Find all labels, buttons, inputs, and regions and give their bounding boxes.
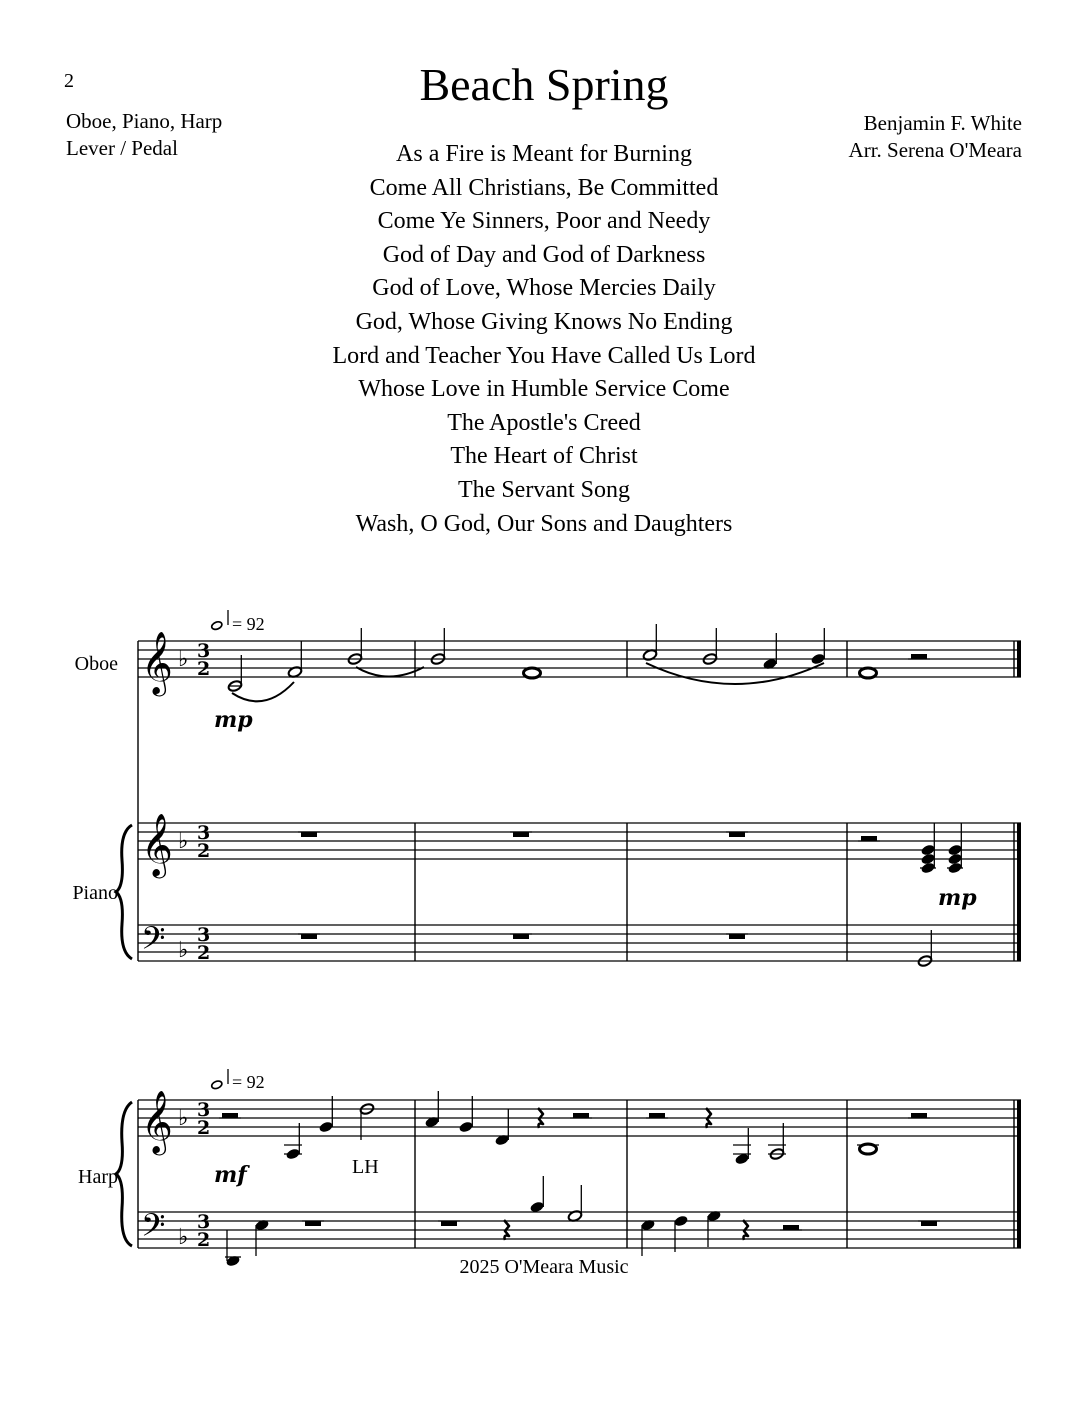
arranger: Arr. Serena O'Meara xyxy=(848,138,1022,162)
oboe-measure-3 xyxy=(642,624,825,684)
flat-icon: ♭ xyxy=(178,938,189,963)
time-signature-bottom: 2 xyxy=(197,840,211,862)
copyright-footer: 2025 O'Meara Music xyxy=(459,1256,629,1278)
hymn-title: Come All Christians, Be Committed xyxy=(369,174,719,201)
hymn-title: Whose Love in Humble Service Come xyxy=(358,376,730,403)
oboe-measure-1 xyxy=(214,628,424,733)
bass-clef-icon: 𝄢 xyxy=(141,920,166,964)
piano-measure-4 xyxy=(858,823,977,967)
flat-icon: ♭ xyxy=(178,1225,189,1250)
time-signature-top: 3 xyxy=(197,1099,211,1121)
treble-clef-icon: 𝄞 xyxy=(141,813,173,876)
dynamic-marking: mp xyxy=(214,707,253,733)
harp-measure-3 xyxy=(640,1108,802,1256)
instrument-label-piano: Piano xyxy=(72,882,118,904)
hymn-title: The Apostle's Creed xyxy=(447,409,641,436)
hymn-title: The Servant Song xyxy=(458,476,630,503)
tempo-value: = 92 xyxy=(232,614,265,634)
time-signature-bottom: 2 xyxy=(197,1229,211,1251)
page-number: 2 xyxy=(64,70,74,92)
dynamic-marking: mf xyxy=(214,1162,247,1188)
treble-clef-icon: 𝄞 xyxy=(141,1090,173,1153)
dynamic-marking: mp xyxy=(938,885,977,911)
brace-icon xyxy=(116,1102,132,1246)
tempo-marking xyxy=(211,610,265,634)
time-signature-top: 3 xyxy=(197,640,211,662)
harp-staff xyxy=(78,1069,1021,1267)
oboe-staff xyxy=(75,610,1021,733)
instrumentation-line: Oboe, Piano, Harp xyxy=(66,109,223,133)
time-signature-top: 3 xyxy=(197,822,211,844)
composer: Benjamin F. White xyxy=(863,111,1022,135)
flat-icon: ♭ xyxy=(178,829,189,854)
hymn-title: Wash, O God, Our Sons and Daughters xyxy=(355,510,733,537)
hymn-title: God, Whose Giving Knows No Ending xyxy=(355,308,733,335)
time-signature-bottom: 2 xyxy=(197,1117,211,1139)
oboe-measure-4 xyxy=(860,654,931,678)
oboe-measure-2 xyxy=(430,628,540,678)
instrumentation-line: Lever / Pedal xyxy=(66,136,178,160)
hymn-title: Come Ye Sinners, Poor and Needy xyxy=(377,208,711,235)
piano-staff xyxy=(72,813,1021,967)
hymn-title: God of Day and God of Darkness xyxy=(382,241,706,268)
harp-measure-4 xyxy=(857,1113,940,1226)
instrument-label-oboe: Oboe xyxy=(74,653,118,675)
treble-clef-icon: 𝄞 xyxy=(141,631,173,694)
brace-icon xyxy=(116,825,132,959)
time-signature-bottom: 2 xyxy=(197,658,211,680)
hymn-title: The Heart of Christ xyxy=(450,443,638,470)
flat-icon: ♭ xyxy=(178,1106,189,1131)
left-hand-annotation: LH xyxy=(352,1156,379,1178)
harp-measure-1 xyxy=(214,1096,379,1267)
bass-clef-icon: 𝄢 xyxy=(141,1207,166,1251)
time-signature-top: 3 xyxy=(197,1211,211,1233)
tempo-value: = 92 xyxy=(232,1072,265,1092)
time-signature-bottom: 2 xyxy=(197,942,211,964)
page-title: Beach Spring xyxy=(419,59,669,110)
hymn-title: God of Love, Whose Mercies Daily xyxy=(372,275,716,302)
tempo-marking xyxy=(211,1069,265,1092)
hymn-title: As a Fire is Meant for Burning xyxy=(396,141,692,167)
flat-icon: ♭ xyxy=(178,647,189,672)
time-signature-top: 3 xyxy=(197,924,211,946)
harp-measure-2 xyxy=(424,1091,592,1240)
instrument-label-harp: Harp xyxy=(78,1166,118,1188)
hymn-title: Lord and Teacher You Have Called Us Lord xyxy=(332,342,756,369)
